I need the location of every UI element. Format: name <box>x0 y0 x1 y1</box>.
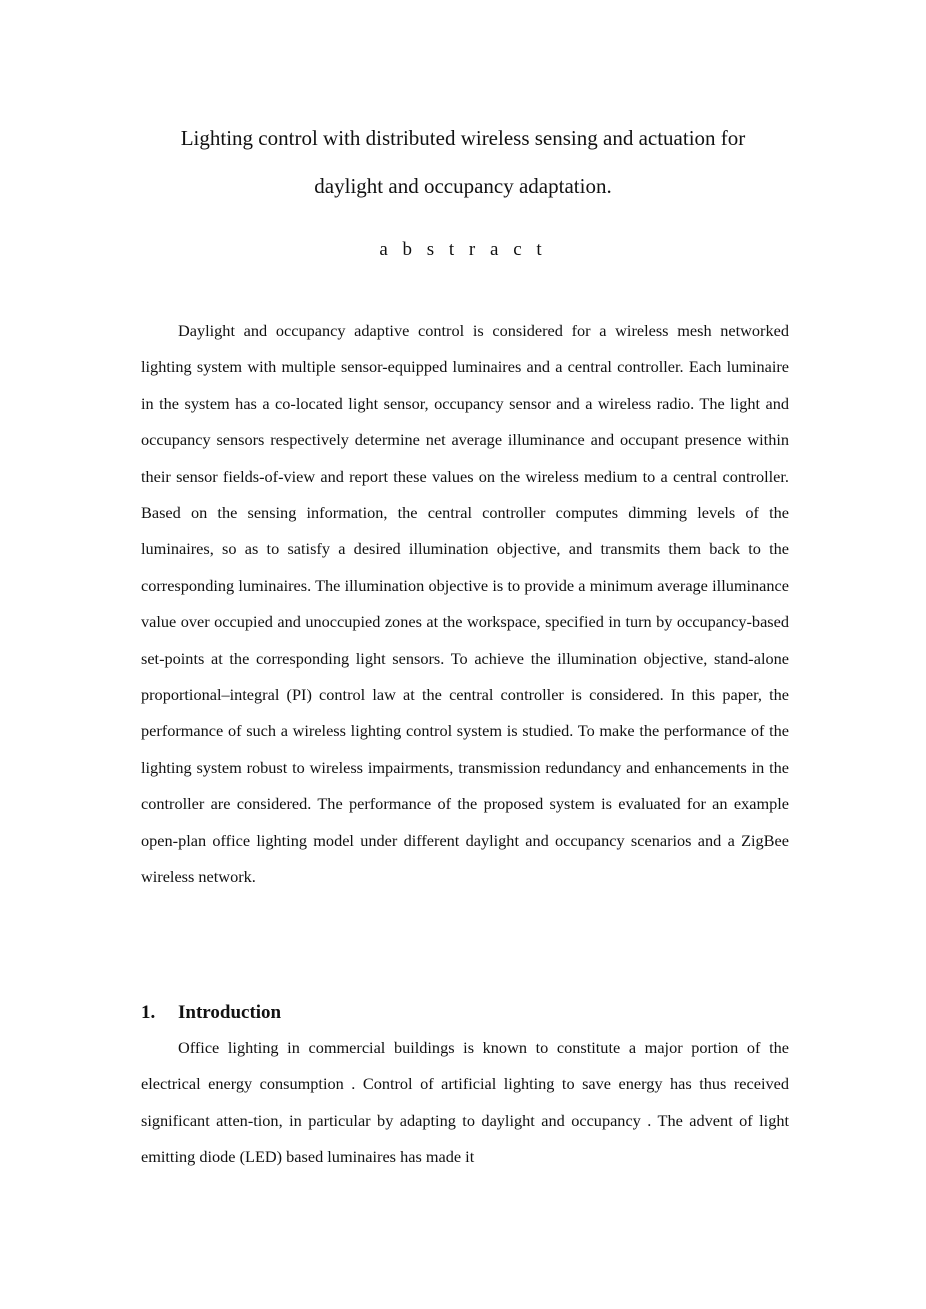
section-title: Introduction <box>178 1002 282 1023</box>
title-line-2: daylight and occupancy adaptation. <box>314 174 612 198</box>
abstract-heading: a b s t r a c t <box>379 239 547 260</box>
paper-title <box>120 114 806 210</box>
section-heading-introduction <box>141 1002 281 1024</box>
abstract-paragraph: Daylight and occupancy adaptive control is considered for a wireless mesh networked lighting system with multiple sensor-equipped luminaires and a central controller. Each luminaire in the system has a co-located light sensor, occupancy sensor and a wireless radio. The light and occupancy sensors respectively determine net average illuminance and occupant presence within their sensor fields-of-view and report these values on the wireless medium to a central controller. Based on the sensing information, the central controller computes dimming levels of the luminaires, so as to satisfy a desired illumination objective, and transmits them back to the corresponding luminaires. The illumination objective is to provide a minimum average illuminance value over occupied and unoccupied zones at the workspace, specified in turn by occupancy-based set-points at the corresponding light sensors. To achieve the illumination objective, stand-alone proportional–integral (PI) control law at the central controller is considered. In this paper, the performance of such a wireless lighting control system is studied. To make the performance of the lighting system robust to wireless impairments, transmission redundancy and enhancements in the controller are considered. The performance of the proposed system is evaluated for an example open-plan office lighting model under different daylight and occupancy scenarios and a ZigBee wireless network. <box>141 321 789 887</box>
section-number: 1. <box>141 1002 156 1023</box>
title-line-1: Lighting control with distributed wireless sensing and actuation for <box>180 126 746 150</box>
introduction-paragraph: Office lighting in commercial buildings is known to constitute a major portion of the electrical energy consumption . Control of artificial lighting to save energy has thus received significant atten-tion, in particular by adapting to daylight and occupancy . The advent of light emitting diode (LED) based luminaires has made it <box>141 1038 789 1167</box>
